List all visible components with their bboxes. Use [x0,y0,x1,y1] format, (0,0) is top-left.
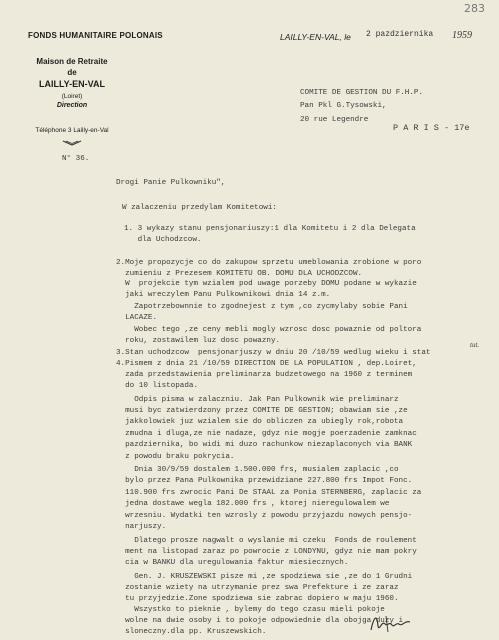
body-line: tu przyjedzie.Zone spodziewa sie zabrac dopiero w maju 1960. [116,595,399,603]
body-line: Odpis pisma w zalaczniu. Jak Pan Pulkownik wie preliminarz [116,396,399,404]
body-line: 1. 3 wykazy stanu pensjonariuszy:1 dla Komitetu i 2 dla Delegata [124,225,416,233]
dateline-place: LAILLY-EN-VAL, le [280,32,351,42]
body-line: 110.900 frs zwrocic Pani De STAAL za Ponia STERNBERG, zaplacic za [116,489,422,497]
letterhead-de: de [67,68,77,77]
body-line: zostanie wziety na utrzymanie prez swa Prefekture i ze zaraz [116,584,399,592]
body-line: dla Uchodzcow. [124,236,202,244]
letterhead-region: (Loiret) [61,93,83,100]
body-line: jedna dostawe wegla 182.000 frs , ktorej nieregulowalem we [116,500,390,508]
handwritten-insert: tut. [470,341,480,349]
body-line: jaki wreczylem Panu Pulkownikowi dnia 14 z.m. [116,291,331,299]
recipient-line-2: Pan Pkl G.Tysowski, [300,102,387,110]
body-line: jakkolowiek juz wzialem sie do obliczen za ubiegly rok,robota [116,418,404,426]
ornament-icon [62,140,82,146]
body-line: roku, zostawilem luz dosc powazny. [116,337,281,345]
salutation: Drogi Panie Pulkowniku", [116,179,226,187]
body-line: Wobec tego ,ze ceny mebli mogly wzrosc dosc powaznie od poltora [116,326,422,334]
letterhead-organization: FONDS HUMANITAIRE POLONAIS [28,31,163,40]
letterhead-house: Maison de Retraite [36,57,108,66]
body-line: wolne na dwie osoby i to pokoje odpowiednie dla obojga duzy i [116,617,404,625]
body-line: Dnia 30/9/59 dostalem 1.500.000 frs, musialem zaplacic ,co [116,466,399,474]
recipient-line-1: COMITE DE GESTION DU F.H.P. [300,89,424,97]
body-line: Dlatego prosze nagwalt o wyslanie mi czeku Fonds de roulement [116,537,417,545]
body-line: ment na listopad zaraz po powrocie z LONDYNU, gdyz nie mam pokry [116,548,417,556]
body-line: bylo przez Pana Pulkownika przewidziane 227.800 frs Impot Fonc. [116,477,413,485]
dateline-date: 2 pazdziernika [366,30,434,39]
body-line: zumieniu z Prezesem KOMITETU OB. DOMU DLA UCHODZCOW. [116,270,363,278]
letterhead-telephone: Téléphone 3 Lailly-en-Val [35,127,109,134]
body-line: 2.Moje propozycje co do zakupow sprzetu umeblowania zrobione w poro [116,259,422,267]
archive-number: 283 [464,2,485,15]
recipient-line-3: 20 rue Legendre [300,116,369,124]
body-line: pazdziernika, bo widi mi duzo rachunkow niezaplaconych via BANK [116,441,413,449]
body-line: Zapotrzebownnie to zgodnejest z tym ,co zycmylaby sobie Pani [116,303,408,311]
signature-image [368,612,414,634]
body-line: wrzesniu. Wydatki ten wzrosly z powodu przyjazdu nowych pensjo- [116,512,413,520]
body-line: narjuszy. [116,523,167,531]
body-line: zada przedstawienia preliminarza budzetowego na 1960 z terminem [116,371,413,379]
body-line: 3.Stan uchodzcow pensjonarjuszy w dniu 20 /10/59 wedlug wieku i stat [116,349,431,357]
recipient-city: P A R I S - 17e [393,123,470,133]
body-line: cia w BANKU dla uregulowania faktur miesiecznych. [116,559,349,567]
body-line: zmudna i dluga,ze nie nadaze, gdyz nie mogje poerzadenie zamknac [116,430,417,438]
reference-number: N° 36. [62,155,90,163]
body-line: 4.Pismem z dnia 21 /10/59 DIRECTION DE LA POPULATION , dep.Loiret, [116,360,417,368]
body-line: sloneczny.dla pp. Kruszewskich. [116,628,267,636]
letterhead-direction: Direction [56,102,88,109]
body-line: musi byc zatwierdzony przez COMITE DE GESTION; obawiam sie ,ze [116,407,408,415]
body-line: Wszystko to pieknie , bylemy do tego czasu mieli pokoje [116,606,385,614]
dateline-year: 1959 [452,30,472,41]
body-line: do 10 listopada. [116,382,199,390]
letterhead-town: LAILLY-EN-VAL [38,79,105,89]
body-line: W projekcie tym wzialem pod uwage porzeby DOMU podane w wykazie [116,280,417,288]
body-line: z powodu braku pokrycia. [116,453,235,461]
body-line: W zalaczeniu przedylam Komitetowi: [122,204,277,212]
body-line: Gen. J. KRUSZEWSKI pisze mi ,ze spodziewa sie ,ze do 1 Grudni [116,573,413,581]
body-line: LACAZE. [116,314,158,322]
